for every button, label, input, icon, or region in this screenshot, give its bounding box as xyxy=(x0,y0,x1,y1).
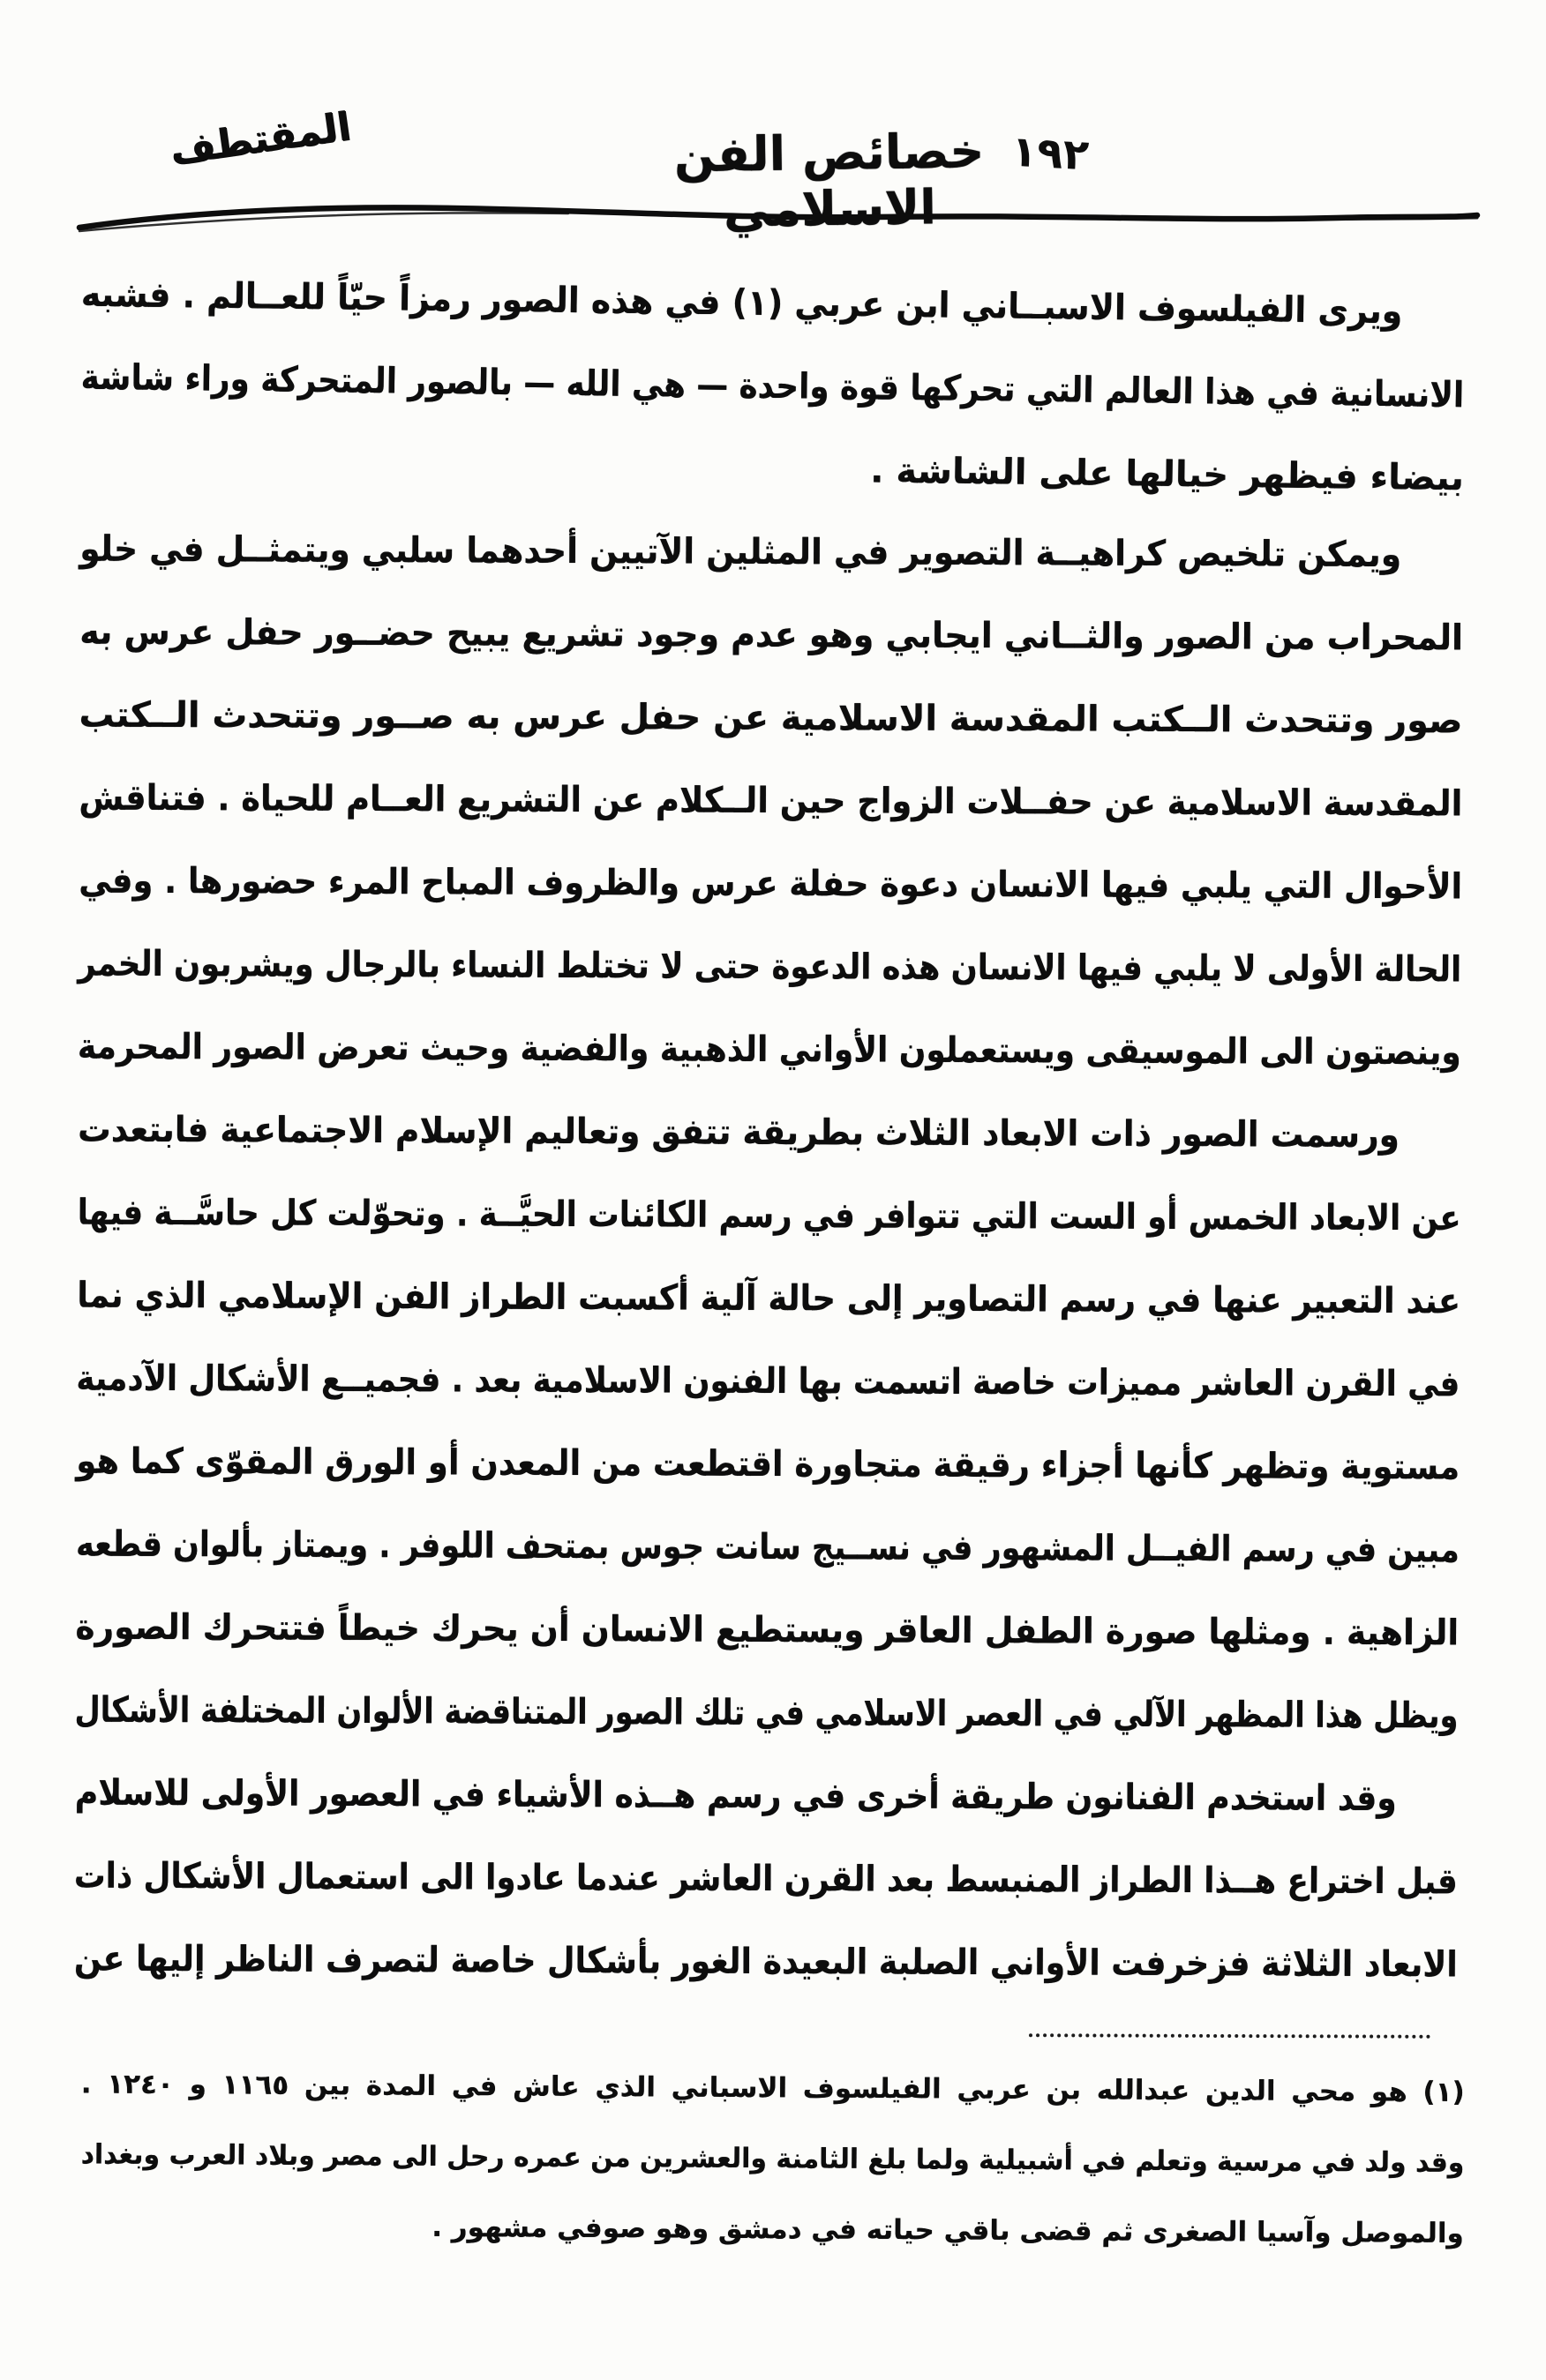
text-line: ويظل هذا المظهر الآلي في العصر الاسلامي في تلك الصور المتناقضة الألوان المختلفة الأشكال xyxy=(74,1689,1459,1737)
text-line: وقد ولد في مرسية وتعلم في أشبيلية ولما بلغ الثامنة والعشرين من عمره رحل الى مصر وبلاد العرب وبغداد xyxy=(80,2138,1465,2179)
text-line: الزاهية . ومثلها صورة الطفل العاقر ويستطيع الانسان أن يحرك خيطاً فتتحرك الصورة xyxy=(75,1606,1460,1654)
text-line: عند التعبير عنها في رسم التصاوير إلى حالة آلية أكسبت الطراز الفن الإسلامي الذي نما xyxy=(76,1275,1460,1322)
paragraph xyxy=(73,1752,1458,2007)
paragraph xyxy=(75,1089,1461,1758)
text-line: في القرن العاشر مميزات خاصة اتسمت بها الفنون الاسلامية بعد . فجميــع الأشكال الآدمية xyxy=(76,1358,1460,1405)
text-line: مستوية وتظهر كأنها أجزاء رقيقة متجاورة اقتطعت من المعدن أو الورق المقوّى كما هو xyxy=(76,1441,1460,1488)
footnote-divider xyxy=(1029,2033,1430,2039)
paragraph xyxy=(80,259,1465,514)
text-line: الانسانية في هذا العالم التي تحركها قوة واحدة — هي الله — بالصور المتحركة وراء شاشة xyxy=(80,356,1465,416)
text-line: الابعاد الثلاثة فزخرفت الأواني الصلبة البعيدة الغور بأشكال خاصة لتصرف الناظر إليها عن xyxy=(73,1938,1458,1986)
text-line: صور وتتحدث الــكتب المقدسة الاسلامية عن حفل عرس به صــور وتتحدث الــكتب xyxy=(79,694,1463,742)
text-line: قبل اختراع هــذا الطراز المنبسط بعد القرن العاشر عندما عادوا الى استعمال الأشكال ذات xyxy=(74,1855,1459,1903)
page-number: ١٩٢ xyxy=(1009,126,1091,181)
text-line: وينصتون الى الموسيقى ويستعملون الأواني الذهبية والفضية وحيث تعرض الصور المحرمة xyxy=(78,1026,1462,1074)
text-line: بيضاء فيظهر خيالها على الشاشة . xyxy=(870,450,1465,499)
text-line: ورسمت الصور ذات الابعاد الثلاث بطريقة تتفق وتعاليم الإسلام الاجتماعية فابتعدت xyxy=(77,1109,1400,1156)
text-line: ويرى الفيلسوف الاسبــاني ابن عربي (١) في هذه الصور رمزاً حيّاً للعــالم . فشبه xyxy=(81,273,1404,333)
text-line: الحالة الأولى لا يلبي فيها الانسان هذه الدعوة حتى لا تختلط النساء بالرجال ويشربون الخمر xyxy=(78,943,1462,991)
text-line: (١) هو محي الدين عبدالله بن عربي الفيلسوف الاسباني الذي عاش في المدة بين ١١٦٥ و ١٢٤٠ . xyxy=(80,2068,1465,2108)
text-line: المحراب من الصور والثــاني ايجابي وهو عدم وجود تشريع يبيح حضــور حفل عرس به xyxy=(79,611,1464,659)
text-line: عن الابعاد الخمس أو الست التي تتوافر في رسم الكائنات الحيَّــة . وتحوّلت كل حاسَّــة فيها xyxy=(77,1192,1461,1239)
text-line: وقد استخدم الفنانون طريقة أخرى في رسم هــذه الأشياء في العصور الأولى للاسلام xyxy=(74,1772,1397,1820)
page-title: خصائص الفن الاسلامي xyxy=(673,123,985,238)
paragraph xyxy=(78,508,1464,1095)
journal-name: المقتطف xyxy=(167,103,354,175)
header-rule xyxy=(74,192,1482,242)
text-line: والموصل وآسيا الصغرى ثم قضى باقي حياته في دمشق وهو صوفي مشهور . xyxy=(432,2211,1464,2249)
article-body xyxy=(73,259,1465,2007)
text-line: الأحوال التي يلبي فيها الانسان دعوة حفلة عرس والظروف المباح المرء حضورها . وفي xyxy=(79,860,1463,908)
text-line: ويمكن تلخيص كراهيــة التصوير في المثلين الآتيين أحدهما سلبي ويتمثــل في خلو xyxy=(79,528,1402,576)
footnote xyxy=(80,2048,1465,2269)
text-line: مبين في رسم الفيــل المشهور في نســيج سانت جوس بمتحف اللوفر . ويمتاز بألوان قطعه xyxy=(75,1523,1460,1571)
text-line: المقدسة الاسلامية عن حفــلات الزواج حين الــكلام عن التشريع العــام للحياة . فتناقش xyxy=(79,777,1463,825)
